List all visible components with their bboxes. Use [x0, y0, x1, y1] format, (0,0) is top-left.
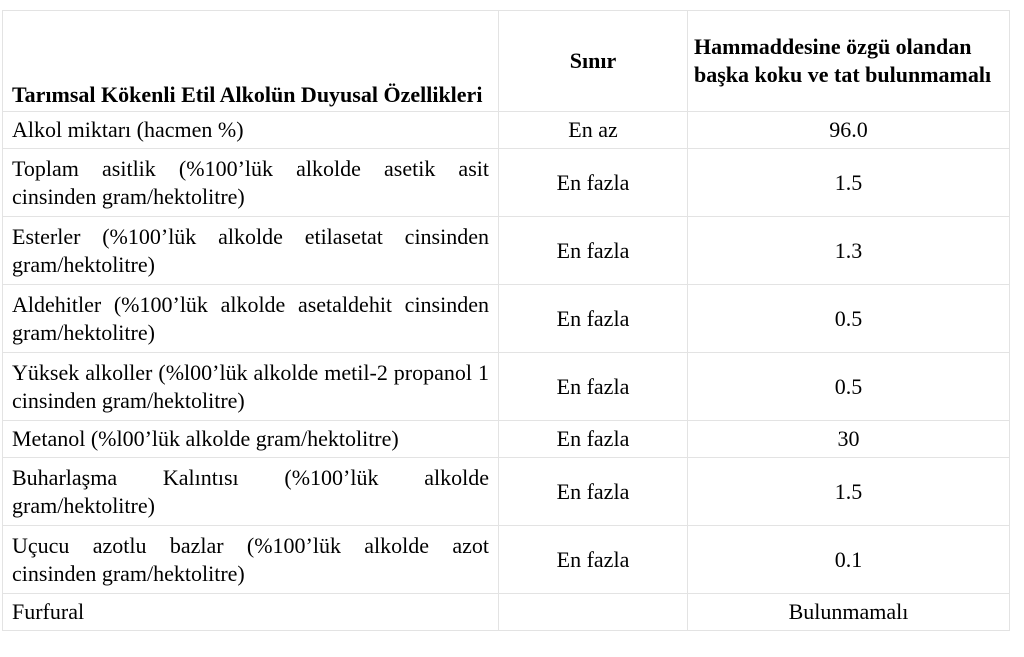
- limit-cell: En fazla: [499, 285, 688, 353]
- limit-cell: En fazla: [499, 149, 688, 217]
- table-row: [3, 421, 1010, 458]
- table-row: [3, 594, 1010, 631]
- property-cell: Metanol (%l00’lük alkolde gram/hektolitre): [3, 421, 499, 458]
- property-cell: Furfural: [3, 594, 499, 631]
- value-cell: 1.3: [688, 217, 1010, 285]
- property-cell: Yüksek alkoller (%l00’lük alkolde metil-2 propanol 1 cinsinden gram/hektolitre): [3, 353, 499, 421]
- limit-cell: En fazla: [499, 421, 688, 458]
- value-cell: 30: [688, 421, 1010, 458]
- property-cell: Uçucu azotlu bazlar (%100’lük alkolde azot cinsinden gram/hektolitre): [3, 526, 499, 594]
- table-header-row: [3, 11, 1010, 112]
- specification-table: [2, 10, 1010, 631]
- property-cell: Toplam asitlik (%100’lük alkolde asetik asit cinsinden gram/hektolitre): [3, 149, 499, 217]
- property-cell: Buharlaşma Kalıntısı (%100’lük alkolde gram/hektolitre): [3, 458, 499, 526]
- value-cell: 1.5: [688, 149, 1010, 217]
- table-row: [3, 149, 1010, 217]
- property-cell: Alkol miktarı (hacmen %): [3, 112, 499, 149]
- table-row: [3, 353, 1010, 421]
- header-value: Hammaddesine özgü olandan başka koku ve tat bulunmamalı: [688, 11, 1010, 112]
- table-row: [3, 112, 1010, 149]
- table-row: [3, 526, 1010, 594]
- limit-cell: En fazla: [499, 217, 688, 285]
- table-row: [3, 458, 1010, 526]
- limit-cell: En fazla: [499, 353, 688, 421]
- table-row: [3, 217, 1010, 285]
- property-cell: Esterler (%100’lük alkolde etilasetat cinsinden gram/hektolitre): [3, 217, 499, 285]
- value-cell: 0.5: [688, 285, 1010, 353]
- limit-cell: [499, 594, 688, 631]
- limit-cell: En fazla: [499, 526, 688, 594]
- value-cell: 0.1: [688, 526, 1010, 594]
- limit-cell: En az: [499, 112, 688, 149]
- header-property: Tarımsal Kökenli Etil Alkolün Duyusal Özellikleri: [3, 11, 499, 112]
- limit-cell: En fazla: [499, 458, 688, 526]
- value-cell: 0.5: [688, 353, 1010, 421]
- property-cell: Aldehitler (%100’lük alkolde asetaldehit cinsinden gram/hektolitre): [3, 285, 499, 353]
- value-cell: 96.0: [688, 112, 1010, 149]
- header-limit: Sınır: [499, 11, 688, 112]
- table-row: [3, 285, 1010, 353]
- value-cell: 1.5: [688, 458, 1010, 526]
- value-cell: Bulunmamalı: [688, 594, 1010, 631]
